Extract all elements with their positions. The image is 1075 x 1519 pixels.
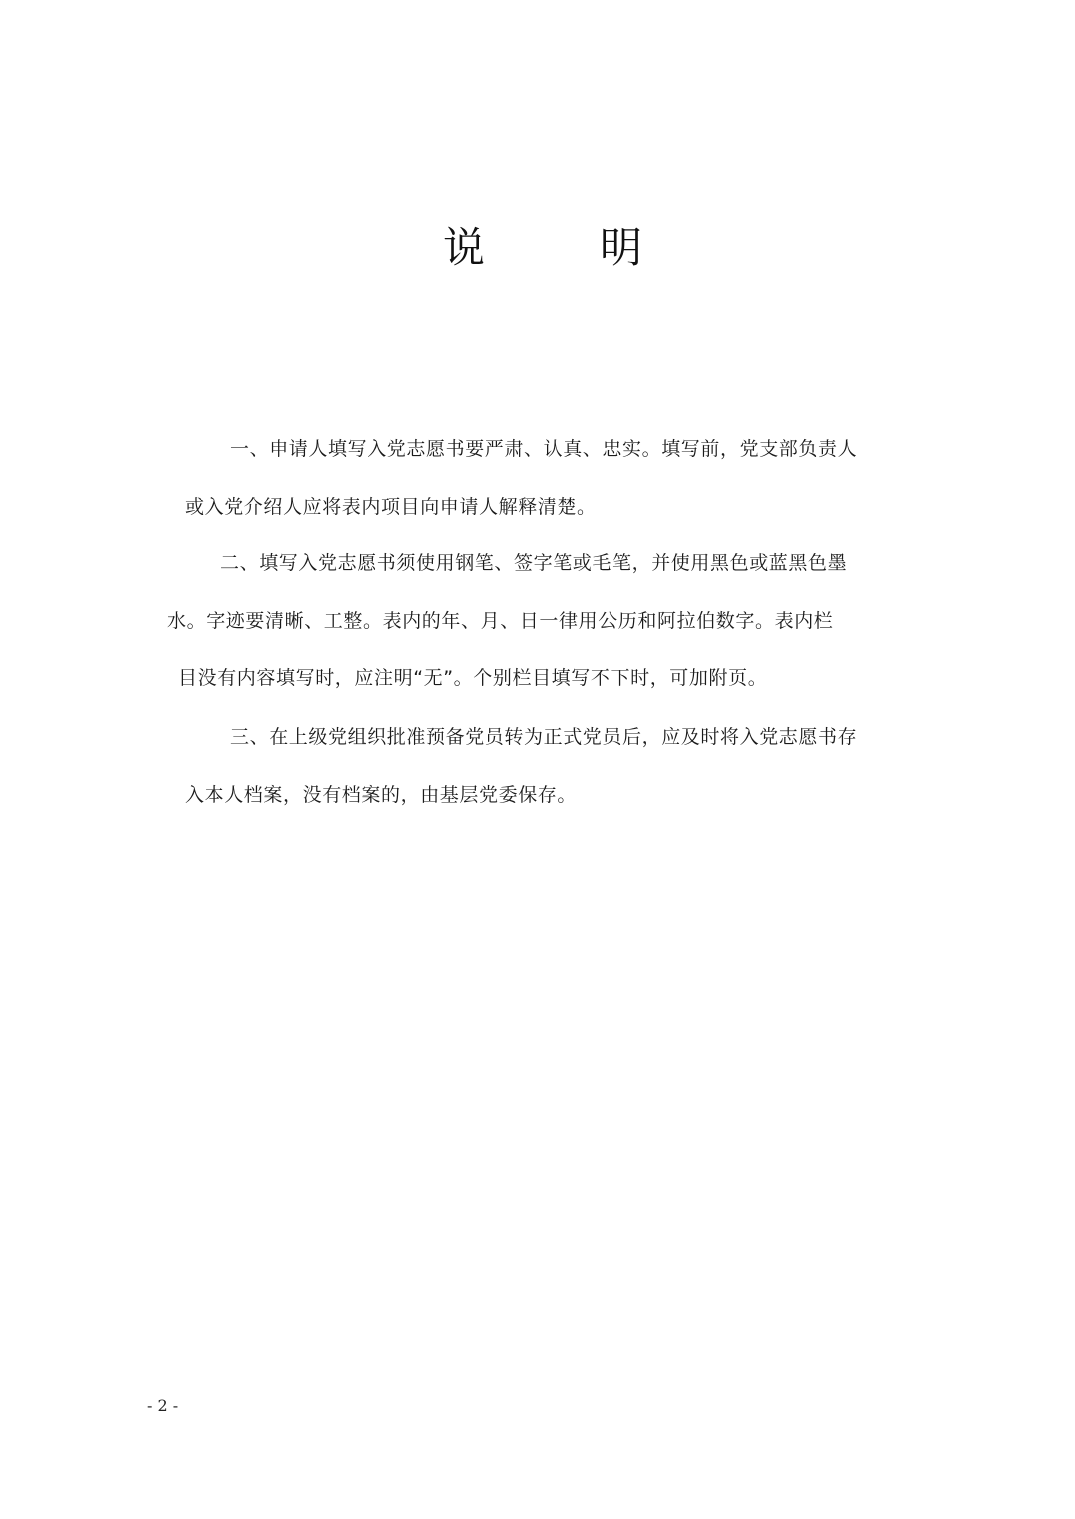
page-number: - 2 -: [147, 1396, 179, 1415]
page-title: [0, 218, 1075, 278]
paragraph-2-line-1: 二、填写入党志愿书须使用钢笔、签字笔或毛笔，并使用黑色或蓝黑色墨: [220, 552, 848, 574]
title-char-2: 明: [600, 223, 643, 272]
paragraph-1-line-1: 一、申请人填写入党志愿书要严肃、认真、忠实。填写前，党支部负责人: [230, 438, 858, 460]
paragraph-2-line-3: 目没有内容填写时，应注明“无”。个别栏目填写不下时，可加附页。: [178, 667, 768, 689]
paragraph-1-line-2: 或入党介绍人应将表内项目向申请人解释清楚。: [185, 496, 597, 518]
paragraph-2-line-2: 水。字迹要清晰、工整。表内的年、月、日一律用公历和阿拉伯数字。表内栏: [167, 610, 834, 632]
paragraph-3-line-1: 三、在上级党组织批准预备党员转为正式党员后，应及时将入党志愿书存: [230, 726, 858, 748]
title-char-1: 说: [443, 223, 486, 272]
paragraph-3-line-2: 入本人档案，没有档案的，由基层党委保存。: [185, 784, 578, 806]
